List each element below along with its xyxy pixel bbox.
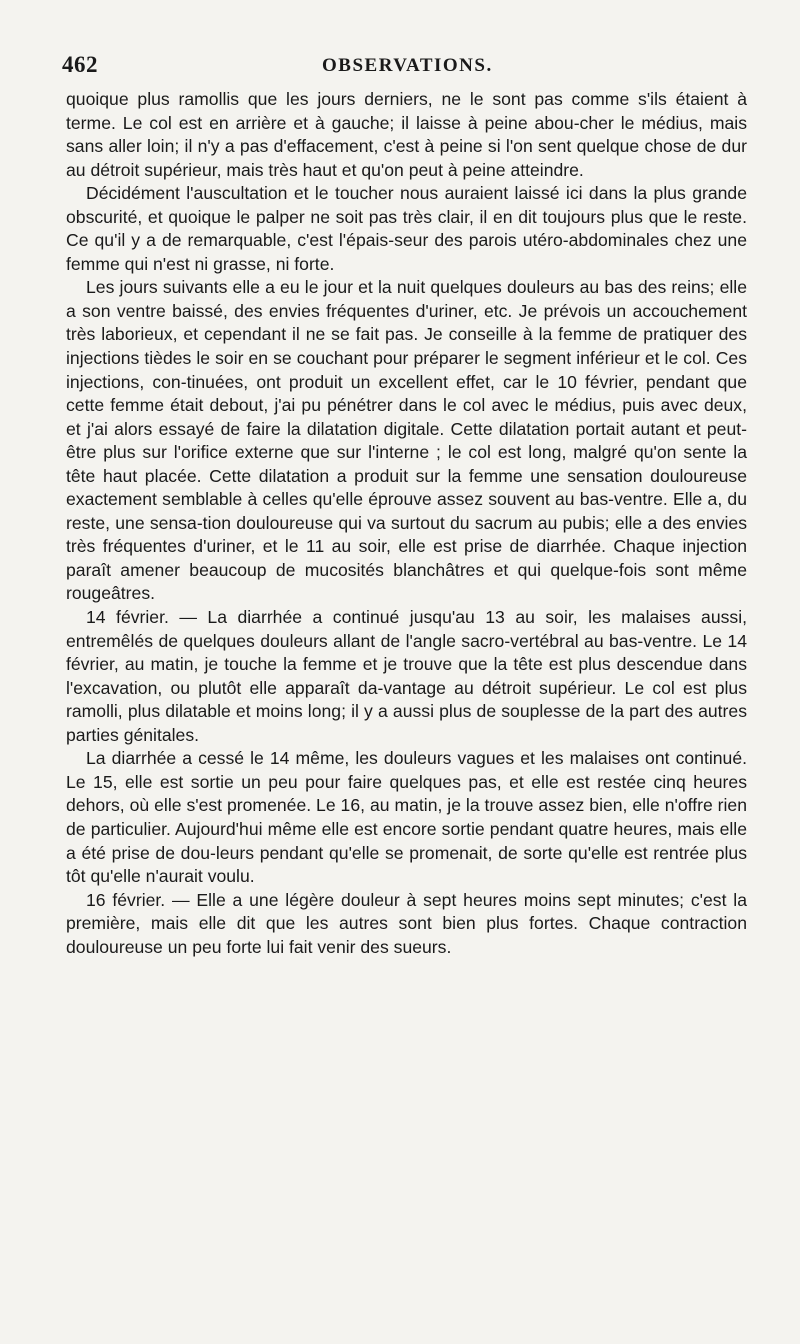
paragraph-following-days: Les jours suivants elle a eu le jour et la nuit quelques douleurs au bas des reins; elle a son ventre baissé, des envies fréquentes d'uriner, etc. Je prévois un accouchement très laborieux, et cependant il ne se fait pas. Je conseille à la femme de pratiquer des injections tièdes le soir en se couchant pour préparer le segment inférieur et le col. Ces injections, con-tinuées, ont produit un excellent effet, car le 10 février, pendant que cette femme était debout, j'ai pu pénétrer dans le col avec le médius, puis avec deux, et j'ai alors essayé de faire la dilatation digitale. Cette dilatation portait autant et peut-être plus sur l'orifice externe que sur l'interne ; le col est long, malgré qu'on sente la tête haut placée. Cette dilatation a produit sur la femme une sensation douloureuse exactement semblable à celles qu'elle éprouve assez souvent au bas-ventre. Elle a, du reste, une sensa-tion douloureuse qui va surtout du sacrum au pubis; elle a des envies très fréquentes d'uriner, et le 11 au soir, elle est prise de diarrhée. Chaque injection paraît amener beaucoup de mucosités blanchâtres et qui quelque-fois sont même rougeâtres. [66,277,747,604]
running-head [62,52,742,78]
paragraph-diarrhea-ceased: La diarrhée a cessé le 14 même, les douleurs vagues et les malaises ont continué. Le 15, elle est sortie un peu pour faire quelques pas, et elle est restée cinq heures dehors, où elle s'est promenée. Le 16, au matin, je la trouve assez bien, elle n'offre rien de particulier. Aujourd'hui même elle est encore sortie pendant quatre heures, mais elle a été prise de dou-leurs pendant qu'elle se promenait, de sorte qu'elle est rentrée plus tôt qu'elle n'aurait voulu. [66,748,747,887]
paragraph-continuation: quoique plus ramollis que les jours derniers, ne le sont pas comme s'ils étaient à terme. Le col est en arrière et à gauche; il laisse à peine abou-cher le médius, mais sans aller loin; il n'y a pas d'effacement, c'est à peine si l'on sent quelque chose de dur au détroit supérieur, mais très haut et qu'on peut à peine atteindre. [66,89,747,180]
paragraph-auscultation: Décidément l'auscultation et le toucher nous auraient laissé ici dans la plus grande obscurité, et quoique le palper ne soit pas très clair, il en dit toujours plus que le reste. Ce qu'il y a de remarquable, c'est l'épais-seur des parois utéro-abdominales chez une femme qui n'est ni grasse, ni forte. [66,183,747,274]
paragraph-february-14: 14 février. — La diarrhée a continué jusqu'au 13 au soir, les malaises aussi, entremêlés de quelques douleurs allant de l'angle sacro-vertébral au bas-ventre. Le 14 février, au matin, je touche la femme et je trouve que la tête est plus descendue dans l'excavation, ou plutôt elle apparaît da-vantage au détroit supérieur. Le col est plus ramolli, plus dilatable et moins long; il y a aussi plus de souplesse de la part des autres parties génitales. [66,607,747,745]
paragraph-february-16: 16 février. — Elle a une légère douleur à sept heures moins sept minutes; c'est la première, mais elle dit que les autres sont bien plus fortes. Chaque contraction douloureuse un peu forte lui fait venir des sueurs. [66,889,747,957]
section-title: OBSERVATIONS. [322,55,493,76]
body-text [66,88,747,959]
page-number: 462 [62,52,98,77]
